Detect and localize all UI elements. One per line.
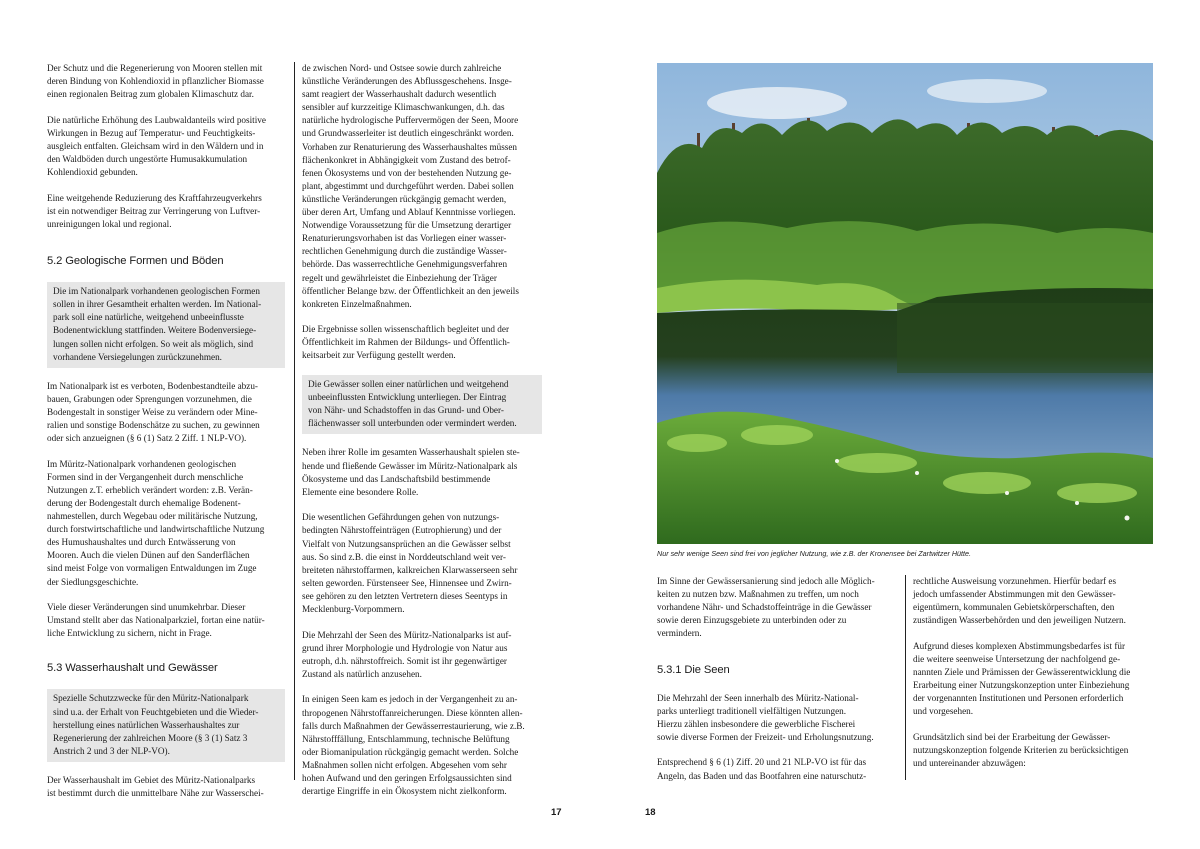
paragraph: Die wesentlichen Gefährdungen gehen von nutzungs- bedingten Nährstoffeinträgen (Eutrophierung) und der Vielfalt von Nutzungsansprüchen an die Gewässer selbst aus. So sind z.B. die einst in Norddeutschland weit ver- breiteten nährstoffarmen, kalkreichen Klarwasserseen sehr selten geworden. Fürstenseer See, Hinnensee und Zwirn- see gehören zu den letzten Vertretern dieses Seentyps in Mecklenburg-Vorpommern. [302, 512, 518, 614]
paragraph: Die Mehrzahl der Seen innerhalb des Müritz-National- parks unterliegt traditionell vielfältigen Nutzungen. Hierzu zählen insbesondere die gewerbliche Fischerei sowie diverse Formen der Freizeit- und Erholungsnutzung. [657, 692, 874, 742]
paragraph: de zwischen Nord- und Ostsee sowie durch zahlreiche künstliche Veränderungen des Abflussgeschehens. Insge- samt reagiert der Wasserhaushalt dadurch wesentlich sensibler auf kurzzeitige Klimaschwankungen, d.h. das natürliche hydrologische Puffervermögen der Seen, Moore und Grundwasserleiter ist deutlich eingeschränkt worden. Vorhaben zur Renaturierung des Wasserhaushaltes müssen flächenkonkret in Abhängigkeit vom Zustand des betrof- fenen Ökosystems und von der bestehenden Nutzung ge- plant, abgestimmt und durchgeführt werden. Dabei sollen künstliche Veränderungen rückgängig gemacht werden, über deren Art, Umfang und Ablauf Kenntnisse vorliegen. Notwendige Voraussetzung für die Umsetzung derartiger Renaturierungsvorhaben ist das Vorliegen einer wasser- rechtlichen Genehmigung durch die zuständige Wasser- behörde. Das wasserrechtliche Genehmigungsverfahren regelt und gewährleistet die Einbeziehung der Träger öffentlicher Belange bzw. der Öffentlichkeit an den jeweils konkreten Einzelmaßnahmen. [302, 63, 519, 309]
paragraph: Im Müritz-Nationalpark vorhandenen geologischen Formen sind in der Vergangenheit durch menschliche Nutzungen z.T. erheblich verändert worden: z.B. Verän- derung der Bodengestalt durch ehemalige Bodenent- nahmestellen, durch Wegebau oder militärische Nutzung, durch forstwirtschaftliche und landwirtschaftliche Nutzung des Humushaushaltes und durch Entwässerung von Mooren. Auch die vielen Dünen auf den Sanderflächen sind meist Folge von vormaligen Entwaldungen im Zuge der Siedlungsgeschichte. [47, 458, 265, 587]
column-divider [294, 62, 295, 780]
lake-photo [657, 63, 1153, 544]
section-heading-5-2: 5.2 Geologische Formen und Böden [47, 255, 224, 268]
left-page-column-1 [47, 62, 285, 813]
paragraph: In einigen Seen kam es jedoch in der Vergangenheit zu an- thropogenen Nährstoffanreicherungen. Diese könnten allen- falls durch Maßnahmen der Gewässerrestaurierung, wie z.B. Nährstofffällung, Entschlammung, technische Belüftung oder Biomanipulation rückgängig gemacht werden. Solche Maßnahmen sollen nicht erfolgen. Abgesehen vom sehr hohen Aufwand und den geringen Erfolgsaussichten sind derartige Eingriffe in ein Ökosystem nicht zielkonform. [302, 694, 525, 797]
right-page-column-1 [657, 575, 897, 795]
highlight-box-waters: Die Gewässer sollen einer natürlichen und weitgehend unbeeinflussten Entwicklung unterliegen. Der Eintrag von Nähr- und Schadstoffen in das Grund- und Ober- flächenwasser soll unterbunden oder vermindert werden. [302, 375, 542, 434]
paragraph: Entsprechend § 6 (1) Ziff. 20 und 21 NLP-VO ist für das Angeln, das Baden und das Bootfahren eine naturschutz- [657, 757, 867, 781]
right-page-column-2 [913, 575, 1158, 783]
left-page-column-2 [302, 62, 542, 811]
paragraph: Eine weitgehende Reduzierung des Kraftfahrzeugverkehrs ist ein notwendiger Beitrag zur Verringerung von Luftver- unreinigungen lokal und regional. [47, 192, 262, 229]
section-heading-5-3: 5.3 Wasserhaushalt und Gewässer [47, 662, 218, 675]
page-number-left: 17 [551, 807, 562, 818]
paragraph: Im Sinne der Gewässersanierung sind jedoch alle Möglich- keiten zu nutzen bzw. Maßnahmen zu treffen, um noch vorhandene Nähr- und Schadstoffeinträge in die Gewässer sowie deren Einzugsgebiete zu unterbinden oder zu vermindern. [657, 576, 875, 639]
paragraph: Die natürliche Erhöhung des Laubwaldanteils wird positive Wirkungen in Bezug auf Temperatur- und Feuchtigkeits- ausgleich entfalten. Gleichsam wird in den Wäldern und in den Waldböden durch ungestörte Humusakkumulation Kohlendioxid gebunden. [47, 114, 266, 178]
paragraph: Der Wasserhaushalt im Gebiet des Müritz-Nationalparks ist bestimmt durch die unmittelbare Nähe zur Wasserschei- [47, 774, 264, 799]
paragraph: Viele dieser Veränderungen sind unumkehrbar. Dieser Umstand stellt aber das Nationalparkziel, fortan eine natür- liche Entwicklung zu sichern, nicht in Frage. [47, 602, 265, 639]
page-number-right: 18 [645, 807, 656, 818]
highlight-box-geology: Die im Nationalpark vorhandenen geologischen Formen sollen in ihrer Gesamtheit erhalten werden. Im National- park soll eine natürliche, weitgehend unbeeinflusste Bodenentwicklung stattfinden. Weitere Bodenversiege- lungen sollen nicht erfolgen. So weit als möglich, sind vorhandene Versiegelungen zurückzunehmen. [47, 282, 285, 368]
paragraph: Neben ihrer Rolle im gesamten Wasserhaushalt spielen ste- hende und fließende Gewässer im Müritz-Nationalpark als Ökosysteme und das Landschaftsbild bestimmende Elemente eine besondere Rolle. [302, 447, 520, 497]
paragraph: rechtliche Ausweisung vorzunehmen. Hierfür bedarf es jedoch umfassender Abstimmungen mit den Gewässer- eigentümern, kommunalen Gebietskörperschaften, den zuständigen Wasserbehörden und den jeweiligen Nutzern. [913, 576, 1126, 626]
column-divider [905, 575, 906, 780]
paragraph: Grundsätzlich sind bei der Erarbeitung der Gewässer- nutzungskonzeption folgende Kriterien zu berücksichtigen und untereinander abzuwägen: [913, 731, 1129, 769]
paragraph: Der Schutz und die Regenerierung von Mooren stellen mit deren Bindung von Kohlendioxid in pflanzlicher Biomasse einen regionalen Beitrag zum globalen Klimaschutz dar. [47, 63, 264, 100]
section-heading-5-3-1: 5.3.1 Die Seen [657, 664, 730, 677]
paragraph: Im Nationalpark ist es verboten, Bodenbestandteile abzu- bauen, Grabungen oder Sprengungen vorzunehmen, die Bodengestalt in sonstiger Weise zu verändern oder Mine- ralien und sonstige Bodenschätze zu suchen, zu gewinnen oder sich anzueignen (§ 6 (1) Satz 2 Ziff. 1 NLP-VO). [47, 380, 260, 444]
highlight-box-water: Spezielle Schutzzwecke für den Müritz-Nationalpark sind u.a. der Erhalt von Feuchtgebieten und die Wieder- herstellung eines natürlichen Wasserhaushaltes zur Regenerierung der zahlreichen Moore (§ 3 (1) Satz 3 Anstrich 2 und 3 der NLP-VO). [47, 689, 285, 761]
photo-caption: Nur sehr wenige Seen sind frei von jeglicher Nutzung, wie z.B. der Kronensee bei Zartwitzer Hütte. [657, 549, 972, 558]
paragraph: Die Ergebnisse sollen wissenschaftlich begleitet und der Öffentlichkeit im Rahmen der Bildungs- und Öffentlich- keitsarbeit zur Verfügung gestellt werden. [302, 324, 510, 361]
paragraph: Aufgrund dieses komplexen Abstimmungsbedarfes ist für die weitere seenweise Untersetzung der nachfolgend ge- nannten Ziele und Prämissen der Gewässerentwicklung die Erarbeitung einer Nutzungskonzeption unter Einbeziehung der vorgenannten Institutionen und Personen erforderlich und vorgesehen. [913, 640, 1131, 717]
paragraph: Die Mehrzahl der Seen des Müritz-Nationalparks ist auf- grund ihrer Morphologie und Hydrologie von Natur aus eutroph, d.h. nährstoffreich. Somit ist ihr gegenwärtiger Zustand als natürlich anzusehen. [302, 629, 512, 679]
